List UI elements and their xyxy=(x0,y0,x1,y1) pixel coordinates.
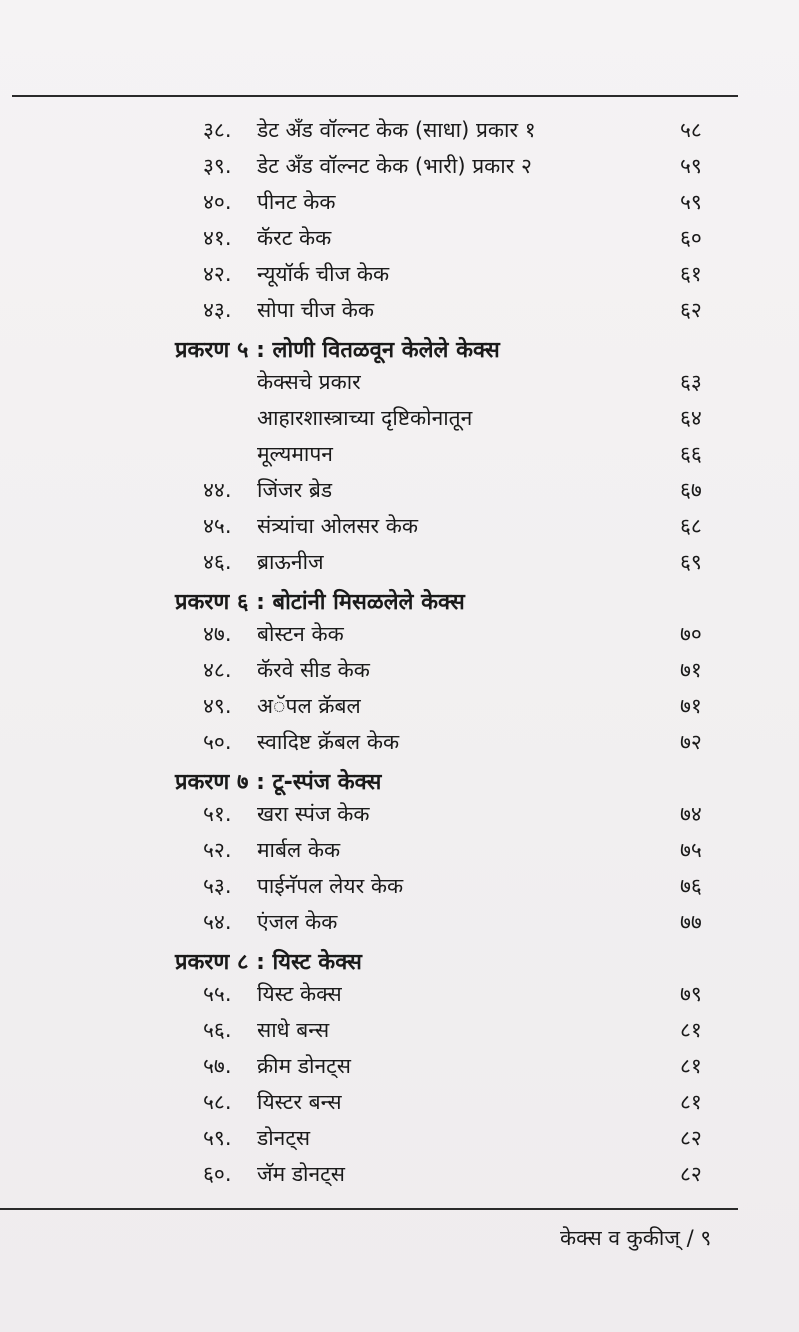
toc-entry xyxy=(0,1048,799,1084)
toc-entry-number: ४०. xyxy=(203,190,232,214)
toc-entry-page: ७० xyxy=(680,622,702,646)
toc-entry-page: ८२ xyxy=(680,1126,702,1150)
toc-entry-title: संत्र्यांचा ओलसर केक xyxy=(257,514,419,538)
chapter-heading: प्रकरण ८ : यिस्ट केक्स xyxy=(175,950,362,975)
toc-entry-page: ७१ xyxy=(680,694,702,718)
toc-entry-number: ३९. xyxy=(203,154,232,178)
toc-entry-number: ३८. xyxy=(203,118,232,142)
top-rule xyxy=(12,95,738,97)
toc-entry-number: ४४. xyxy=(203,478,232,502)
toc-entry xyxy=(0,1084,799,1120)
toc-entry-title: डोनट्स xyxy=(257,1126,311,1150)
toc-entry xyxy=(0,220,799,256)
toc-entry xyxy=(0,688,799,724)
toc-entry xyxy=(0,256,799,292)
toc-entry-title: डेट अँड वॉल्नट केक (साधा) प्रकार १ xyxy=(257,118,536,142)
toc-entry-page: ७५ xyxy=(680,838,702,862)
toc-entry-title: पीनट केक xyxy=(257,190,336,214)
toc-entry xyxy=(0,364,799,400)
toc-entry-page: ८१ xyxy=(680,1090,702,1114)
toc-entry-title: कॅरट केक xyxy=(257,226,332,250)
toc-entry-number: ५१. xyxy=(203,802,232,826)
toc-entry-page: ८२ xyxy=(680,1162,702,1186)
toc-entry-title: न्यूयॉर्क चीज केक xyxy=(257,262,390,286)
toc-entry xyxy=(0,436,799,472)
toc-entry xyxy=(0,472,799,508)
toc-entry-page: ७४ xyxy=(680,802,702,826)
toc-entry-page: ६३ xyxy=(680,370,702,394)
toc-entry xyxy=(0,544,799,580)
toc-entry-number: ४८. xyxy=(203,658,232,682)
toc-entry-number: ५६. xyxy=(203,1018,232,1042)
toc-entry-title: आहारशास्त्राच्या दृष्टिकोनातून xyxy=(257,406,473,430)
toc-entry-title: क्रीम डोनट्स xyxy=(257,1054,351,1078)
toc-entry xyxy=(0,868,799,904)
toc-entry xyxy=(0,184,799,220)
toc-entry-page: ८१ xyxy=(680,1018,702,1042)
toc-entry-number: ४७. xyxy=(203,622,232,646)
toc-entry-page: ६० xyxy=(680,226,702,250)
toc-entry-title: बोस्टन केक xyxy=(257,622,344,646)
chapter-heading: प्रकरण ७ : टू-स्पंज केक्स xyxy=(175,770,382,795)
toc-entry-page: ७१ xyxy=(680,658,702,682)
toc-entry xyxy=(0,292,799,328)
toc-entry-page: ५९ xyxy=(680,190,702,214)
chapter-heading: प्रकरण ६ : बोटांनी मिसळलेले केक्स xyxy=(175,590,465,615)
toc-entry xyxy=(0,904,799,940)
toc-entry-page: ६७ xyxy=(680,478,702,502)
toc-entry-title: केक्सचे प्रकार xyxy=(257,370,361,394)
toc-entry xyxy=(0,112,799,148)
page-footer xyxy=(560,1222,711,1254)
toc-entry-number: ५४. xyxy=(203,910,232,934)
footer-book-title: केक्स व कुकीज् xyxy=(560,1226,680,1250)
toc-entry-title: खरा स्पंज केक xyxy=(257,802,370,826)
toc-entry xyxy=(0,832,799,868)
toc-entry-page: ७७ xyxy=(680,910,702,934)
toc-entry-title: साधे बन्स xyxy=(257,1018,330,1042)
toc-entry xyxy=(0,724,799,760)
toc-entry-page: ५८ xyxy=(680,118,702,142)
toc-entry-title: यिस्टर बन्स xyxy=(257,1090,342,1114)
toc-entry-title: जॅम डोनट्स xyxy=(257,1162,345,1186)
toc-entry-title: मूल्यमापन xyxy=(257,442,333,466)
toc-entry-title: कॅरवे सीड केक xyxy=(257,658,370,682)
toc-entry-page: ६२ xyxy=(680,298,702,322)
toc-entry-page: ६६ xyxy=(680,442,702,466)
toc-entry xyxy=(0,508,799,544)
toc-entry-number: ४३. xyxy=(203,298,232,322)
toc-entry-title: पाईनॅपल लेयर केक xyxy=(257,874,404,898)
toc-entry-page: ६४ xyxy=(680,406,702,430)
toc-entry-number: ५०. xyxy=(203,730,232,754)
toc-entry-number: ६०. xyxy=(203,1162,232,1186)
footer-page-number: ९ xyxy=(700,1226,712,1250)
toc-entry-page: ६९ xyxy=(680,550,702,574)
toc-entry xyxy=(0,1120,799,1156)
bottom-rule xyxy=(0,1208,738,1210)
toc-entry-title: सोपा चीज केक xyxy=(257,298,374,322)
footer-separator: / xyxy=(686,1226,694,1250)
toc-entry-page: ७६ xyxy=(680,874,702,898)
toc-entry-page: ८१ xyxy=(680,1054,702,1078)
toc-entry-page: ६१ xyxy=(680,262,702,286)
chapter-heading: प्रकरण ५ : लोणी वितळवून केलेले केक्स xyxy=(175,338,500,363)
toc-entry-number: ४६. xyxy=(203,550,232,574)
toc-entry-number: ५५. xyxy=(203,982,232,1006)
toc-entry-title: स्वादिष्ट क्रॅबल केक xyxy=(257,730,400,754)
toc-entry xyxy=(0,652,799,688)
toc-entry-number: ५२. xyxy=(203,838,232,862)
toc-entry-title: डेट अँड वॉल्नट केक (भारी) प्रकार २ xyxy=(257,154,532,178)
toc-entry-title: एंजल केक xyxy=(257,910,338,934)
toc-entry-number: ५९. xyxy=(203,1126,232,1150)
toc-entry-page: ७२ xyxy=(680,730,702,754)
toc-entry xyxy=(0,400,799,436)
toc-entry-page: ५९ xyxy=(680,154,702,178)
toc-entry-number: ४९. xyxy=(203,694,232,718)
toc-entry-title: मार्बल केक xyxy=(257,838,341,862)
toc-entry-number: ४२. xyxy=(203,262,232,286)
toc-entry xyxy=(0,148,799,184)
toc-entry xyxy=(0,976,799,1012)
toc-entry-number: ५३. xyxy=(203,874,232,898)
toc-entry xyxy=(0,616,799,652)
toc-entry-number: ५७. xyxy=(203,1054,232,1078)
toc-entry-title: अॅपल क्रॅबल xyxy=(257,694,361,718)
toc-entry-number: ५८. xyxy=(203,1090,232,1114)
toc-entry-title: यिस्ट केक्स xyxy=(257,982,342,1006)
toc-entry-page: ७९ xyxy=(680,982,702,1006)
toc-entry-number: ४१. xyxy=(203,226,232,250)
toc-entry xyxy=(0,1012,799,1048)
toc-entry-number: ४५. xyxy=(203,514,232,538)
toc-entry-page: ६८ xyxy=(680,514,702,538)
toc-entry-title: ब्राऊनीज xyxy=(257,550,324,574)
toc-entry-title: जिंजर ब्रेड xyxy=(257,478,333,502)
toc-entry xyxy=(0,796,799,832)
toc-entry xyxy=(0,1156,799,1192)
